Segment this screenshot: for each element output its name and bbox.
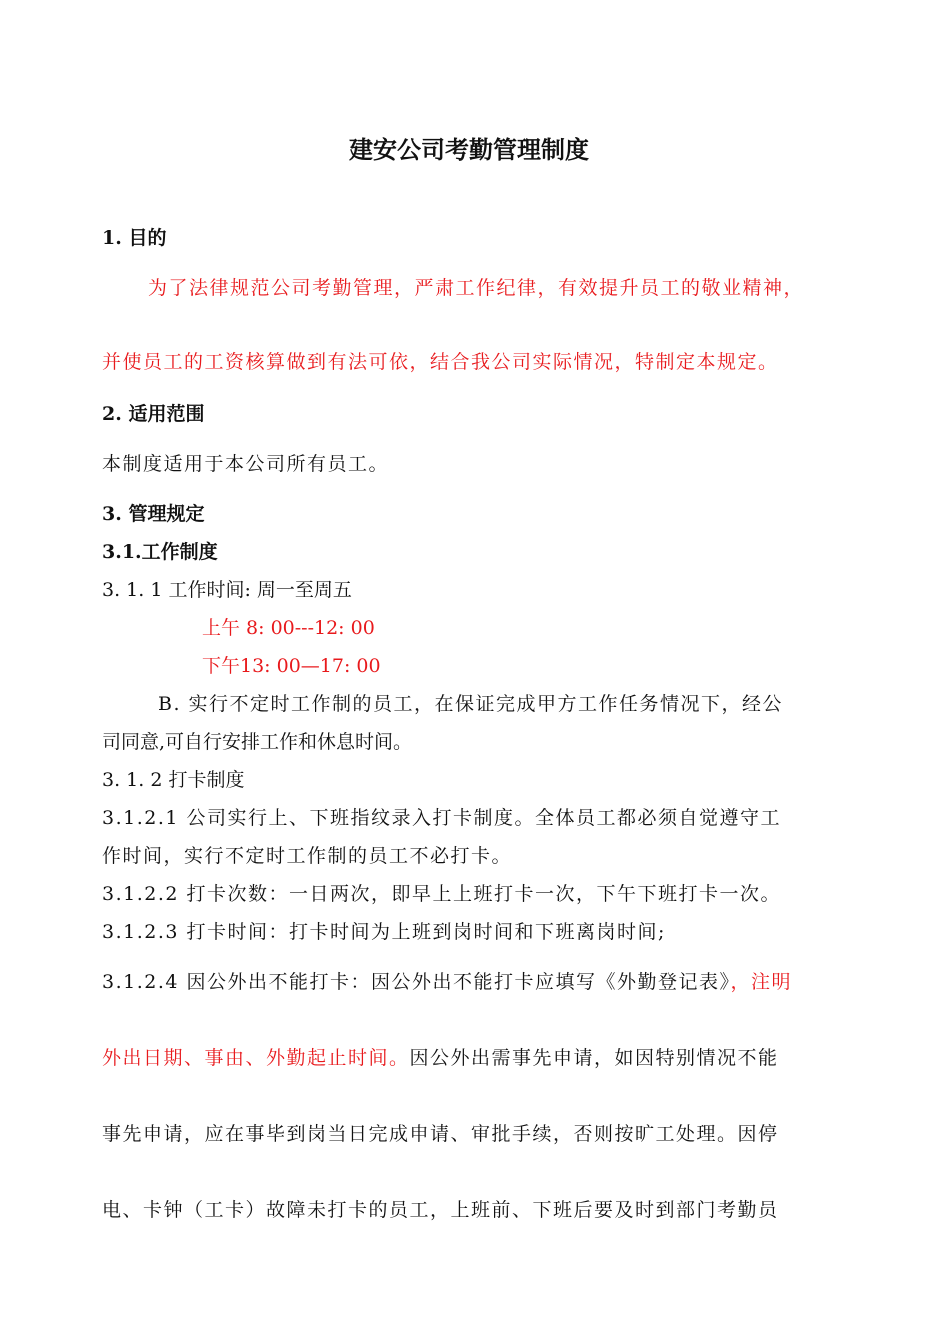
item-3-1-2-4-line-2-highlight: 外出日期、事由、外勤起止时间。 [102, 1047, 410, 1069]
section-1-paragraph-line-1: 为了法律规范公司考勤管理，严肃工作纪律，有效提升员工的敬业精神， [148, 277, 805, 299]
item-3-1-2-4-line-1-text: 3.1.2.4 因公外出不能打卡：因公外出不能打卡应填写《外勤登记表》 [102, 971, 731, 993]
document-title: 建安公司考勤管理制度 [349, 136, 589, 164]
item-3-1-2-2: 3.1.2.2 打卡次数：一日两次，即早上上班打卡一次，下午下班打卡一次。 [102, 883, 782, 905]
work-time-afternoon: 下午13: 00—17: 00 [202, 655, 381, 677]
work-time-morning: 上午 8: 00---12: 00 [202, 617, 375, 639]
item-3-1-2-4-line-4: 电、卡钟（工卡）故障未打卡的员工，上班前、下班后要及时到部门考勤员 [102, 1199, 779, 1221]
item-3-1-1: 3. 1. 1 工作时间: 周一至周五 [102, 579, 352, 601]
section-2-heading: 2. 适用范围 [102, 403, 205, 425]
item-3-1-2-4-line-2-text: 因公外出需事先申请，如因特别情况不能 [409, 1047, 779, 1069]
item-3-1-2-3: 3.1.2.3 打卡时间：打卡时间为上班到岗时间和下班离岗时间; [102, 921, 666, 943]
section-2-paragraph: 本制度适用于本公司所有员工。 [102, 453, 390, 475]
item-3-1-2: 3. 1. 2 打卡制度 [102, 769, 245, 791]
item-3-1-2-1-line-2: 作时间，实行不定时工作制的员工不必打卡。 [102, 845, 513, 867]
section-3-heading: 3. 管理规定 [102, 503, 205, 525]
section-1-paragraph-line-2: 并使员工的工资核算做到有法可依，结合我公司实际情况，特制定本规定。 [102, 351, 779, 373]
item-3-1-2-1-line-1: 3.1.2.1 公司实行上、下班指纹录入打卡制度。全体员工都必须自觉遵守工 [102, 807, 782, 829]
section-3-1-heading: 3.1.工作制度 [102, 541, 218, 563]
item-3-1-2-4-line-1-highlight: ，注明 [730, 971, 793, 993]
section-1-heading: 1. 目的 [102, 227, 167, 249]
item-3-1-2-4-line-2 [102, 1046, 779, 1070]
item-b-line-2: 司同意,可自行安排工作和休息时间。 [102, 731, 413, 753]
item-3-1-2-4-line-1 [102, 970, 792, 994]
item-3-1-2-4-line-3: 事先申请，应在事毕到岗当日完成申请、审批手续，否则按旷工处理。因停 [102, 1123, 779, 1145]
item-b-line-1: B. 实行不定时工作制的员工，在保证完成甲方工作任务情况下，经公 [158, 693, 784, 715]
